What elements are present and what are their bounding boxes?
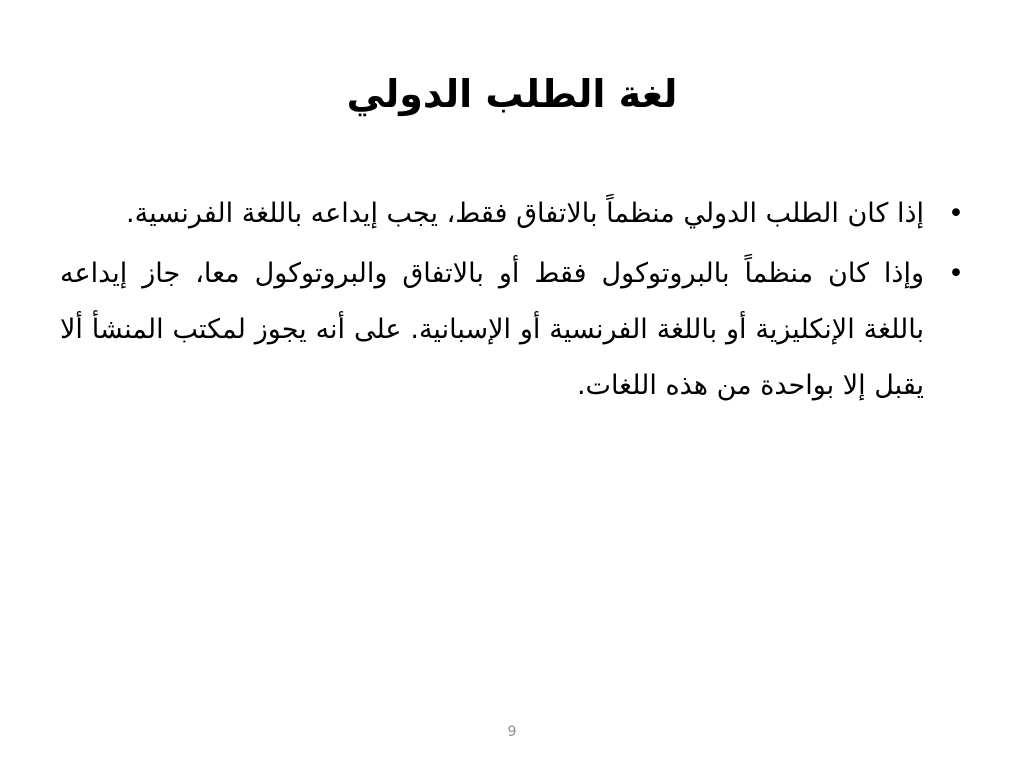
- bullet-list: [60, 186, 966, 414]
- bullet-text: وإذا كان منظماً بالبروتوكول فقط أو بالاتفاق والبروتوكول معا، جاز إيداعه باللغة الإنكليزية أو باللغة الفرنسية أو الإسبانية. على أنه يجوز لمكتب المنشأ ألا يقبل إلا بواحدة من هذه اللغات.: [60, 258, 924, 401]
- bullet-item: [60, 246, 966, 414]
- bullet-icon: •: [948, 198, 964, 229]
- bullet-text: إذا كان الطلب الدولي منظماً بالاتفاق فقط، يجب إيداعه باللغة الفرنسية.: [126, 198, 924, 229]
- bullet-item: [60, 186, 966, 242]
- slide-title: لغة الطلب الدولي: [346, 72, 678, 116]
- page-number: 9: [507, 724, 517, 740]
- bullet-icon: •: [948, 258, 964, 289]
- slide-content: [60, 186, 966, 418]
